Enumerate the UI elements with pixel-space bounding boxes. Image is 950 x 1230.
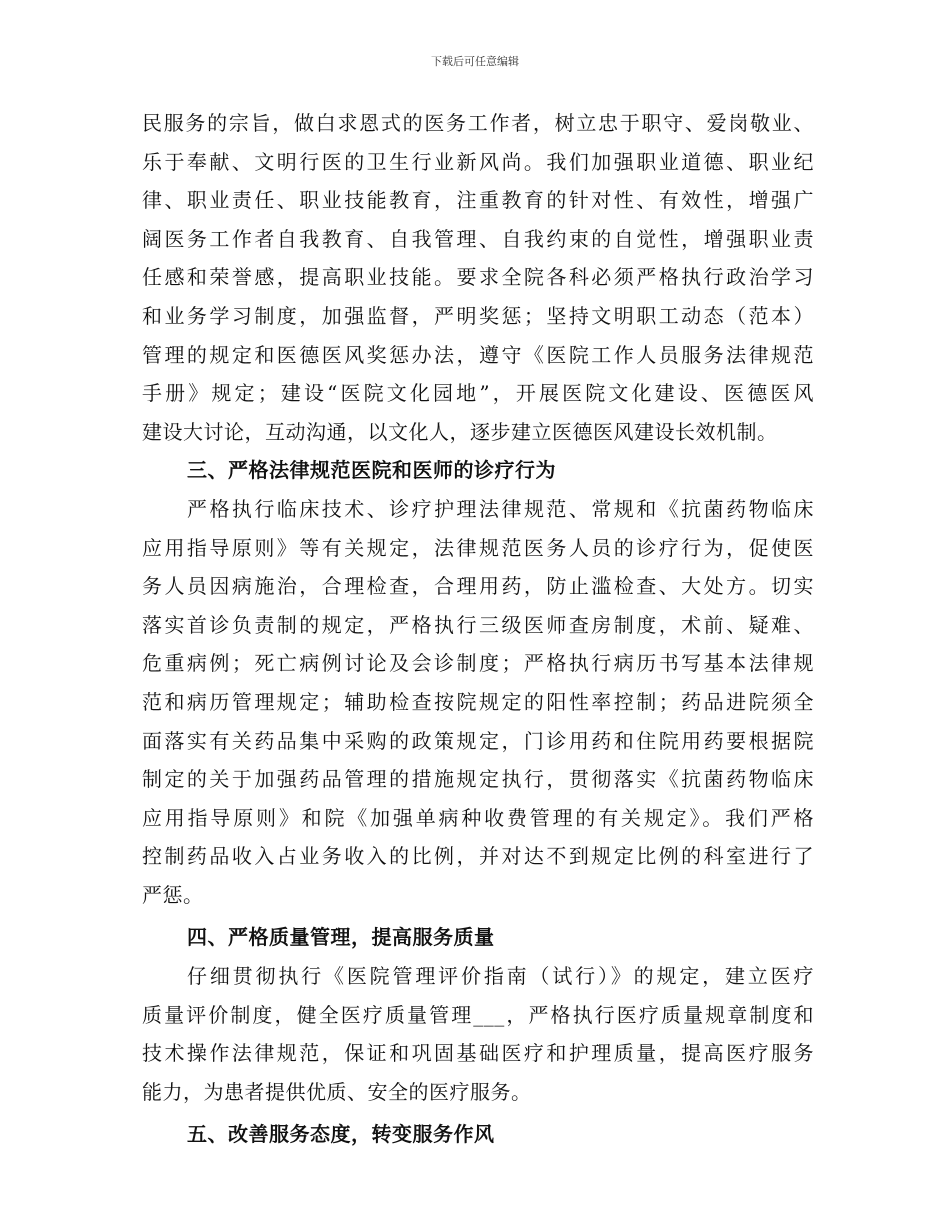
text-line: 手册》规定；建设“医院文化园地”，开展医院文化建设、医德医风 xyxy=(142,381,814,406)
text-line: 管理的规定和医德医风奖惩办法，遵守《医院工作人员服务法律规范 xyxy=(142,342,814,367)
page-header-note: 下载后可任意编辑 xyxy=(431,55,519,68)
text-line: 范和病历管理规定；辅助检查按院规定的阳性率控制；药品进院须全 xyxy=(142,689,814,714)
text-line: 控制药品收入占业务收入的比例，并对达不到规定比例的科室进行了 xyxy=(142,844,814,869)
text-line: 阔医务工作者自我教育、自我管理、自我约束的自觉性，增强职业责 xyxy=(142,226,814,251)
text-line: 仔细贯彻执行《医院管理评价指南（试行）》的规定，建立医疗 xyxy=(187,964,814,989)
text-line: 任感和荣誉感，提高职业技能。要求全院各科必须严格执行政治学习 xyxy=(142,265,814,290)
section-heading-3: 三、严格法律规范医院和医师的诊疗行为 xyxy=(187,458,556,483)
text-line: 严惩。 xyxy=(142,882,204,907)
intro-paragraph xyxy=(142,104,814,451)
text-line: 应用指导原则》和院《加强单病种收费管理的有关规定》。我们严格 xyxy=(142,805,814,830)
section-3-paragraph xyxy=(142,490,814,915)
text-line: 民服务的宗旨，做白求恩式的医务工作者，树立忠于职守、爱岗敬业、 xyxy=(142,111,814,135)
text-line: 面落实有关药品集中采购的政策规定，门诊用药和住院用药要根据院 xyxy=(142,728,814,753)
document-body xyxy=(142,104,814,1154)
text-line: 乐于奉献、文明行医的卫生行业新风尚。我们加强职业道德、职业纪 xyxy=(142,149,814,174)
text-line: 和业务学习制度，加强监督，严明奖惩；坚持文明职工动态（范本） xyxy=(142,303,814,328)
section-heading-5: 五、改善服务态度，转变服务作风 xyxy=(187,1122,495,1147)
section-4-paragraph xyxy=(142,957,814,1111)
text-line: 质量评价制度，健全医疗质量管理___，严格执行医疗质量规章制度和 xyxy=(142,1002,814,1027)
text-line: 能力，为患者提供优质、安全的医疗服务。 xyxy=(142,1079,532,1104)
text-line: 律、职业责任、职业技能教育，注重教育的针对性、有效性，增强广 xyxy=(142,188,814,213)
text-line: 应用指导原则》等有关规定，法律规范医务人员的诊疗行为，促使医 xyxy=(142,535,814,560)
text-line: 制定的关于加强药品管理的措施规定执行，贯彻落实《抗菌药物临床 xyxy=(142,767,814,792)
text-line: 务人员因病施治，合理检查，合理用药，防止滥检查、大处方。切实 xyxy=(142,574,814,599)
text-line: 严格执行临床技术、诊疗护理法律规范、常规和《抗菌药物临床 xyxy=(187,496,814,521)
section-heading-4: 四、严格质量管理，提高服务质量 xyxy=(187,925,495,950)
text-line: 落实首诊负责制的规定，严格执行三级医师查房制度，术前、疑难、 xyxy=(142,612,814,637)
text-line: 技术操作法律规范，保证和巩固基础医疗和护理质量，提高医疗服务 xyxy=(142,1041,814,1066)
text-line: 建设大讨论，互动沟通，以文化人，逐步建立医德医风建设长效机制。 xyxy=(142,419,778,444)
text-line: 危重病例；死亡病例讨论及会诊制度；严格执行病历书写基本法律规 xyxy=(142,651,814,676)
